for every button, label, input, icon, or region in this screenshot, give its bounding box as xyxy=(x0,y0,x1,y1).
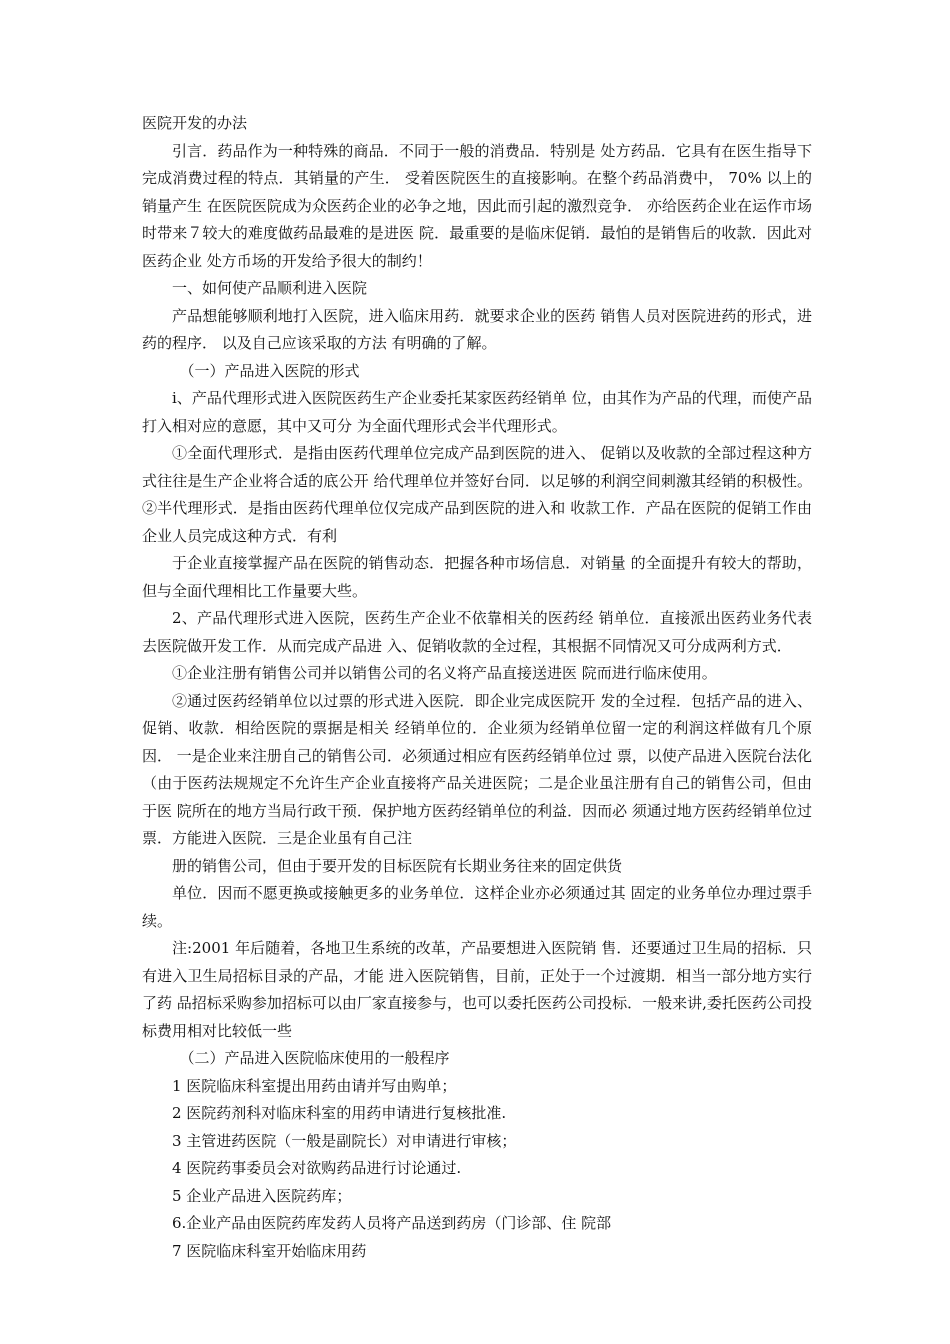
note-paragraph: 注:2001 年后随着，各地卫生系统的改革，产品要想进入医院销 售．还要通过卫生局的招标．只有进入卫生局招标目录的产品，才能 进入医院销售，目前，正处于一个过渡期．相当一部分地方实行了药 品招标采购参加招标可以由厂家直接参与，也可以委托医药公司投标．一般来讲,委托医药公司投标费用相对比较低一些 xyxy=(142,939,812,1040)
paragraph: i、产品代理形式进入医院医药生产企业委托某家医药经销单 位，由其作为产品的代理，而使产品打入相对应的意愿，其中又可分 为全面代理形式会半代理形式。 xyxy=(142,389,812,435)
step-item: 3 主管进药医院（一般是副院长）对申请进行审核； xyxy=(172,1131,517,1150)
paragraph: 2、产品代理形式进入医院，医药生产企业不依靠相关的医药经 销单位．直接派出医药业务代表去医院做开发工作．从而完成产品进 入、促销收款的全过程，其根据不同情况又可分成两利方式． xyxy=(142,609,812,655)
step-item: 2 医院药剂科对临床科室的用药申请进行复核批准. xyxy=(172,1104,507,1122)
step-item: 4 医院药事委员会对欲购药品进行讨论通过. xyxy=(172,1159,462,1177)
paragraph: ②通过医药经销单位以过票的形式进入医院．即企业完成医院开 发的全过程．包括产品的进入、促销、收款．相给医院的票据是相关 经销单位的．企业须为经销单位留一定的利润这样做有几个原因． 一是企业来注册自己的销售公司．必须通过相应有医药经销单位过 票，以使产品进入医院台法化（由于医药法规规定不允许生产企业直接将产品关进医院；二是企业虽注册有自己的销售公司，但由于医 院所在的地方当局行政干预．保护地方医药经销单位的利益．因而必 须通过地方医药经销单位过票．方能进入医院．三是企业虽有自己注 xyxy=(142,691,812,847)
paragraph: 产品想能够顺利地打入医院，进入临床用药．就要求企业的医药 销售人员对医院进药的形式，进药的程序． 以及自己应该采取的方法 有明确的了解。 xyxy=(142,306,812,352)
step-item: 1 医院临床科室提出用药由请并写由购单； xyxy=(172,1076,457,1095)
paragraph: ①全面代理形式．是指由医药代理单位完成产品到医院的进入、 促销以及收款的全部过程这种方式往往是生产企业将合适的底公开 给代理单位并签好台同．以足够的利润空间刺激其经销的积极性。 ②半代理形式．是指由医药代理单位仅完成产品到医院的进入和 收款工作．产品在医院的促销工作由企业人员完成这种方式．有利 xyxy=(142,444,812,545)
step-item: 7 医院临床科室开始临床用药 xyxy=(172,1241,367,1260)
step-item: 5 企业产品进入医院药库； xyxy=(172,1186,352,1205)
document-page xyxy=(142,110,812,1265)
section-heading-1: 一、如何使产品顺利进入医院 xyxy=(172,279,368,297)
document-title: 医院开发的办法 xyxy=(142,114,248,132)
intro-paragraph: 引言．药品作为一种特殊的商品．不同于一般的消费品．特别是 处方药品．它具有在医生指导下完成消费过程的特点．其销量的产生． 受着医院医生的直接影响。在整个药品消费中， 70% 以上的销量产生 在医院医院成为众医药企业的必争之地，因此而引起的激烈竞争． 亦给医药企业在运作市场时带来７较大的难度做药品最难的是进医 院．最重要的是临床促销．最怕的是销售后的收款．因此对医药企业 处方币场的开发给予很大的制约！ xyxy=(142,141,812,270)
subsection-heading-1: （一）产品进入医院的形式 xyxy=(179,361,360,380)
paragraph: 册的销售公司，但由于要开发的目标医院有长期业务往来的固定供货 xyxy=(172,856,623,875)
paragraph: ①企业注册有销售公司并以销售公司的名义将产品直接送进医 院而进行临床使用。 xyxy=(172,664,717,682)
step-item: 6.企业产品由医院药库发药人员将产品送到药房（门诊部、住 院部 xyxy=(172,1214,612,1232)
paragraph: 于企业直接掌握产品在医院的销售动态．把握各种市场信息．对销量 的全面提升有较大的帮助，但与全面代理相比工作量要大些。 xyxy=(142,554,812,600)
paragraph: 单位．因而不愿更换或接触更多的业务单位．这样企业亦必须通过其 固定的业务单位办理过票手续。 xyxy=(142,884,812,930)
subsection-heading-2: （二）产品进入医院临床使用的一般程序 xyxy=(179,1049,450,1067)
